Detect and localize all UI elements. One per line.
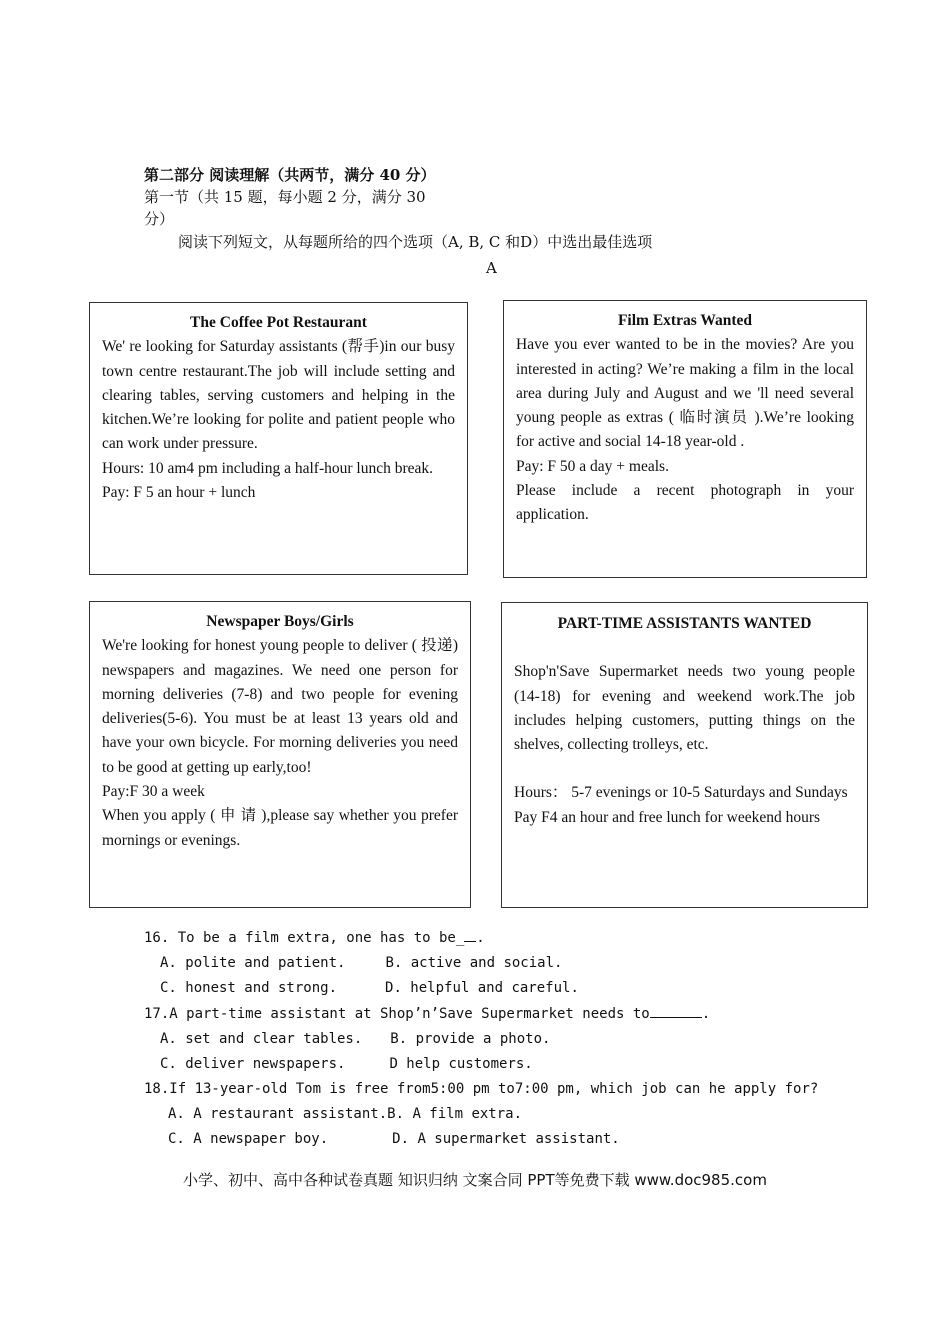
option-b: B. provide a photo. [390,1031,551,1047]
question-stem: 18.If 13-year-old Tom is free from5:00 pm to7:00 pm, which job can he apply for? [144,1081,819,1097]
ad-body: We' re looking for Saturday assistants (帮手)in our busy town centre restaurant.The job will include setting and clearing tables, serving customers and helping in the kitchen.We’re looking for polite and patient people who can work under pressure. [102,338,455,453]
option-d: D. helpful and careful. [385,980,579,996]
question-18 [144,1077,844,1152]
ad-body: Have you ever wanted to be in the movies? Are you interested in acting? We’re making a film in the local area during July and August and we 'll need several young people as extras ( 临时演员 ).We’re looking for active and social 14-18 year-old . [516,336,854,451]
option-b: B. A film extra. [387,1106,523,1122]
ad-title: PART-TIME ASSISTANTS WANTED [557,615,812,632]
option-d: D. A supermarket assistant. [392,1131,620,1147]
question-stem: 16. To be a film extra, one has to be_ [144,930,465,946]
section-line-1: 第一节（共 15 题，每小题 2 分，满分 30 [144,188,426,206]
option-c: C. A newspaper boy. [168,1131,329,1147]
section-line-2: 分） [144,210,175,228]
option-c: C. honest and strong. [160,980,338,996]
ad-title: Film Extras Wanted [617,312,753,329]
ad-hours: Hours： 5-7 evenings or 10-5 Saturdays and Sundays [514,784,848,802]
option-c: C. deliver newspapers. [160,1056,346,1072]
question-17 [144,1002,844,1077]
question-16 [144,926,844,1001]
option-d: D help customers. [389,1056,533,1072]
ad-pay: Pay: F 5 an hour + lunch [102,484,256,502]
ad-body: Shop'n'Save Supermarket needs two young people (14-18) for evening and weekend work.The job includes helping customers, putting things on the shelves, collecting trolleys, etc. [514,663,855,754]
ad-note: Please include a recent photograph in your application. [516,482,854,524]
instruction: 阅读下列短文，从每题所给的四个选项（A, B, C 和D）中选出最佳选项 [178,233,653,251]
ad-part-time [501,602,868,908]
ad-coffee-pot [89,302,468,575]
option-b: B. active and social. [385,955,563,971]
ad-pay: Pay: F 50 a day + meals. [516,457,669,475]
ad-pay: Pay F4 an hour and free lunch for weekend hours [514,808,821,826]
ad-note: When you apply ( 申 请 ),please say whether you prefer mornings or evenings. [102,807,458,849]
ad-film-extras [503,300,867,578]
question-stem: 17.A part-time assistant at Shop’n’Save Supermarket needs to [144,1006,650,1022]
stem-end: . [701,1006,711,1022]
ad-hours: Hours: 10 am4 pm including a half-hour lunch break. [102,459,434,477]
answer-blank [464,927,476,942]
stem-end: . [476,930,485,946]
answer-blank [650,1003,702,1018]
ad-pay: Pay:F 30 a week [102,783,205,801]
footer-watermark: 小学、初中、高中各种试卷真题 知识归纳 文案合同 PPT等免费下载 www.doc985.com [183,1171,767,1189]
ad-title: The Coffee Pot Restaurant [190,314,367,331]
option-a: A. A restaurant assistant. [168,1106,388,1122]
ad-title: Newspaper Boys/Girls [206,613,354,630]
option-a: A. polite and patient. [160,955,346,971]
ad-newspaper [89,601,471,908]
ad-body: We're looking for honest young people to deliver ( 投递) newspapers and magazines. We need one person for morning deliveries (7-8) and two people for evening deliveries(5-6). You must be at least 13 years old and have your own bicycle. For morning deliveries you need to be good at getting up early,too! [102,637,458,776]
part-title: 第二部分 阅读理解（共两节，满分 40 分） [144,166,436,184]
passage-letter: A [486,259,497,277]
option-a: A. set and clear tables. [160,1031,363,1047]
